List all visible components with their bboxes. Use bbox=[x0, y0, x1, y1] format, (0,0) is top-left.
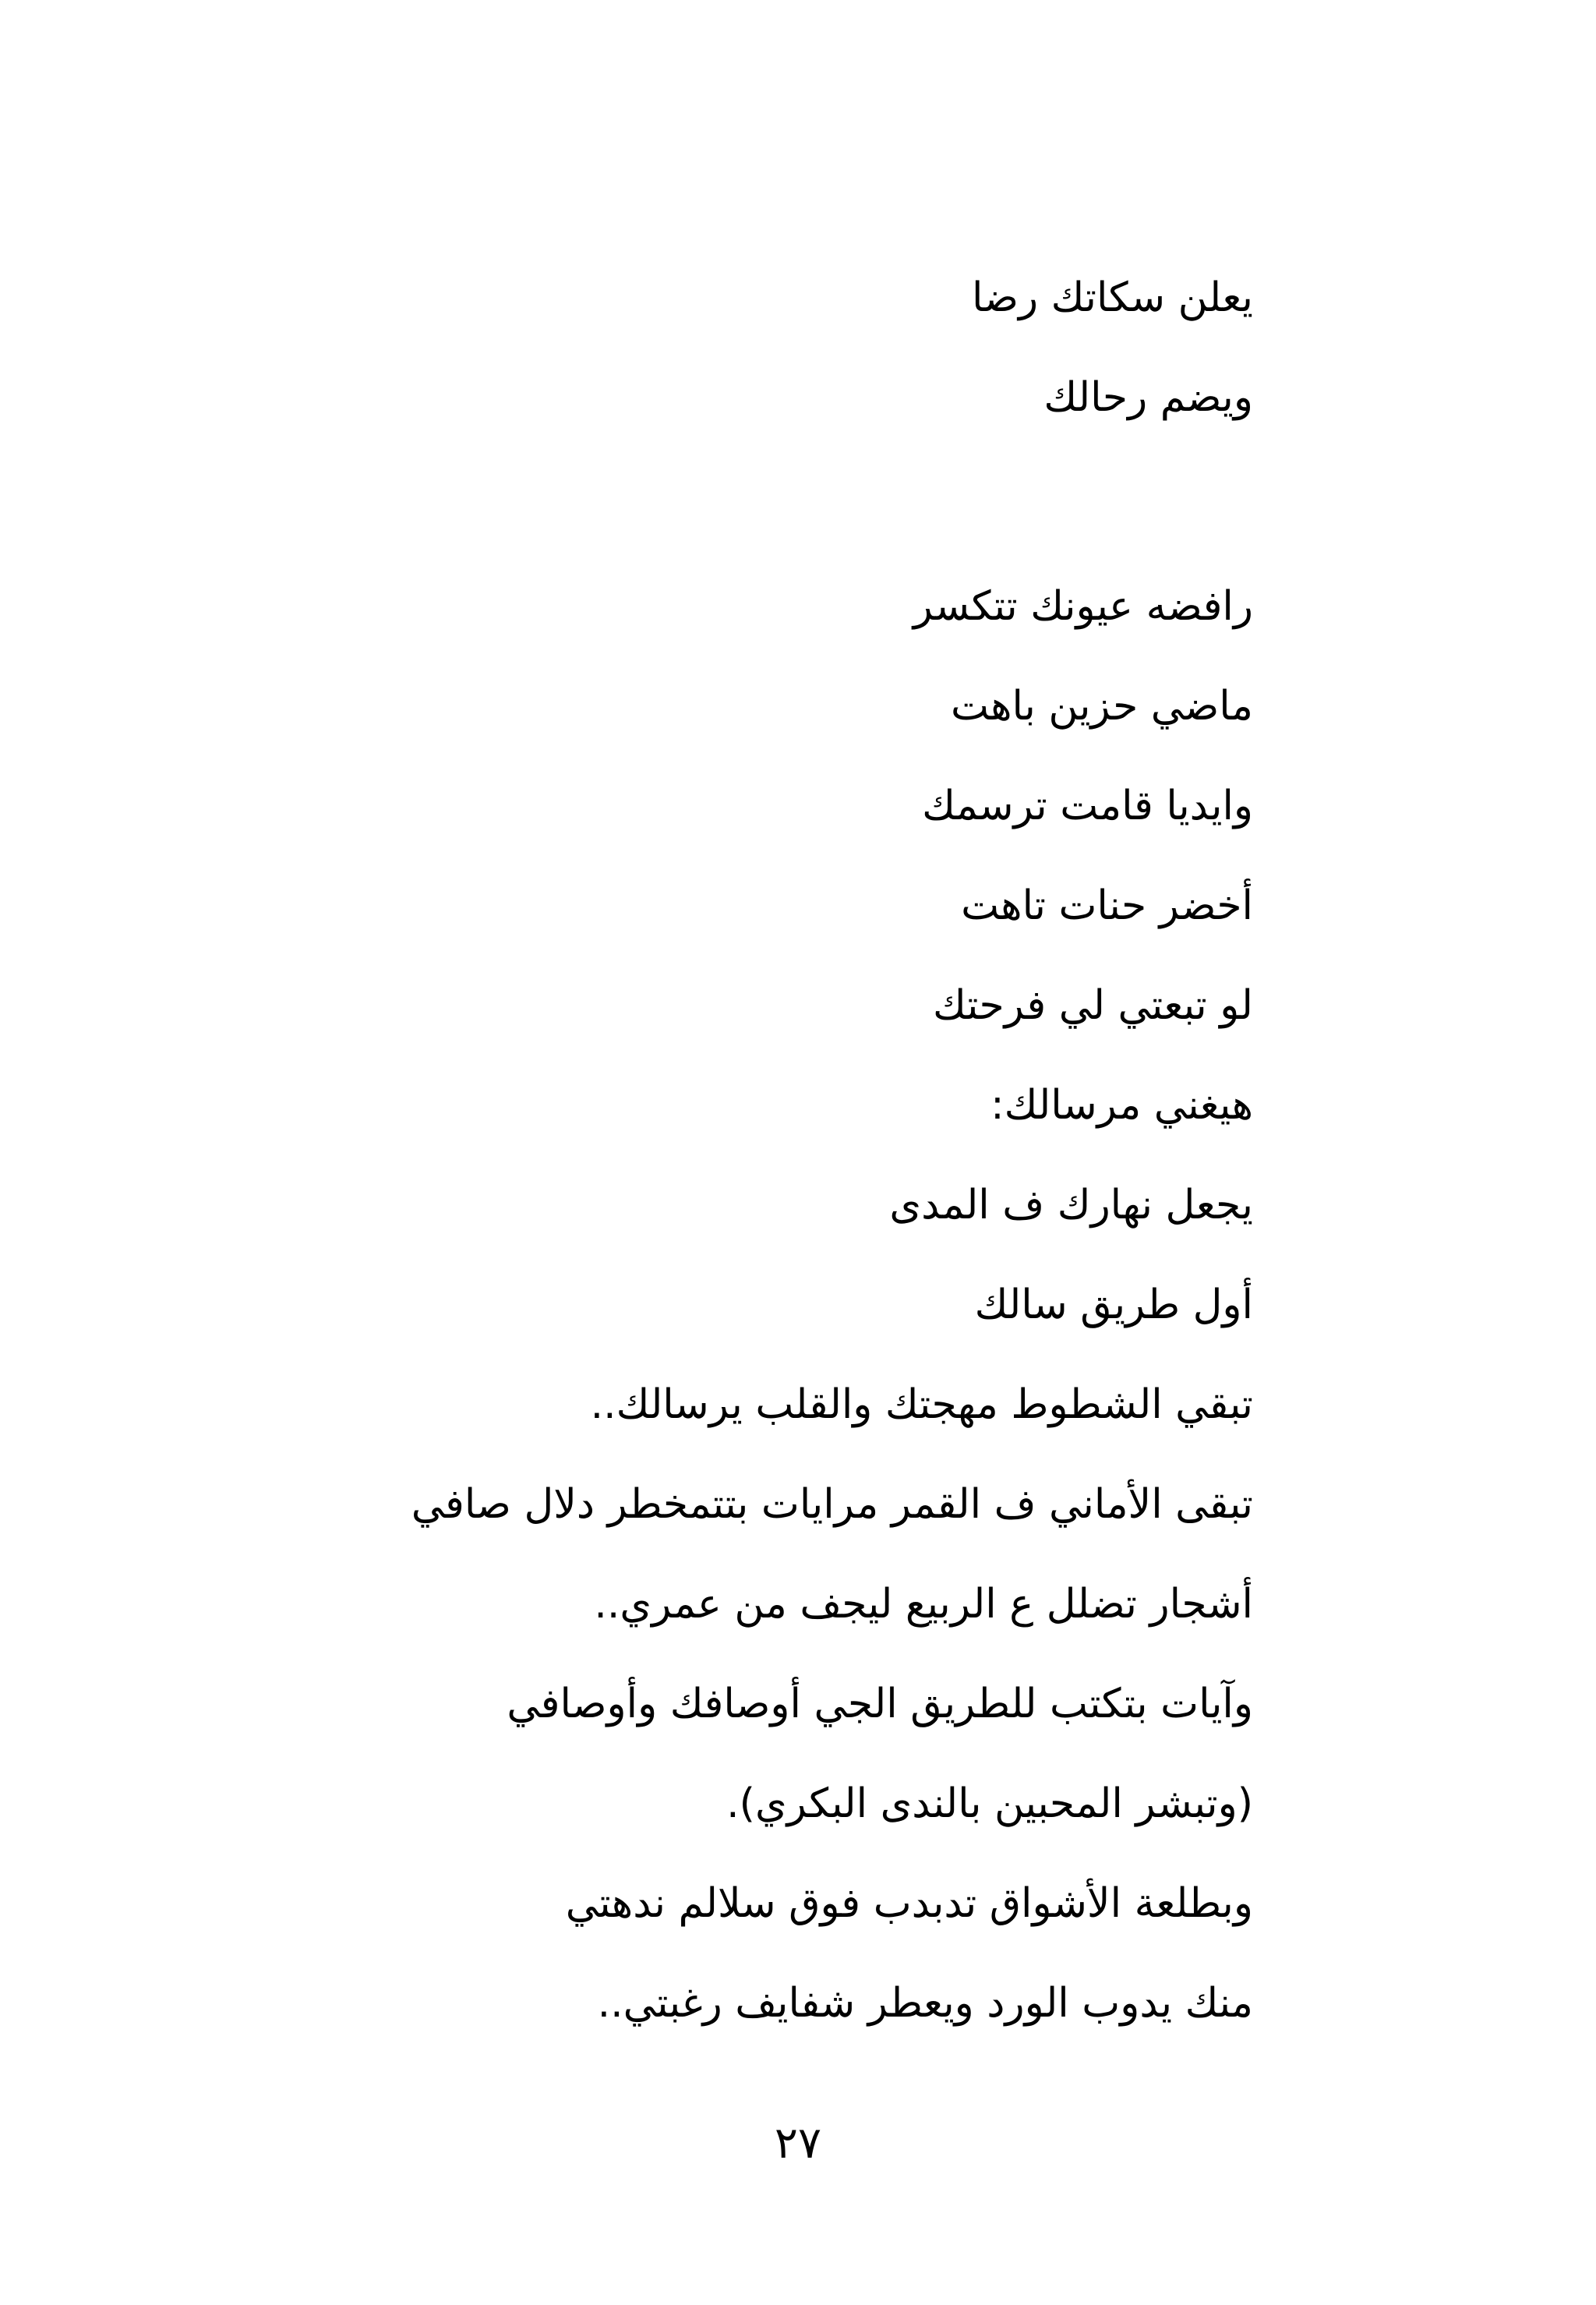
poem-line: ماضي حزين باهت bbox=[951, 683, 1253, 730]
poem-line: وآيات بتكتب للطريق الجي أوصافك وأوصافي bbox=[507, 1681, 1253, 1727]
poem-line: يعلن سكاتك رضا bbox=[972, 274, 1253, 321]
poem-line: هيغني مرسالك: bbox=[990, 1082, 1253, 1129]
poem-line: تبقى الأماني ف القمر مرايات بتتمخطر دلال صافي bbox=[411, 1481, 1253, 1528]
poem-line: لو تبعتي لي فرحتك bbox=[933, 982, 1253, 1029]
poem-line: أشجار تضلل ع الربيع ليجف من عمري.. bbox=[594, 1581, 1253, 1628]
poem-line: وايديا قامت ترسمك bbox=[922, 783, 1253, 829]
poem-line: أخضر حنات تاهت bbox=[961, 882, 1253, 929]
poem-line: يجعل نهارك ف المدى bbox=[889, 1182, 1253, 1229]
poem-body bbox=[84, 248, 1253, 2053]
stanza-divider bbox=[84, 447, 1253, 557]
poem-line: ويضم رحالك bbox=[1043, 374, 1253, 421]
poem-line: وبطلعة الأشواق تدبدب فوق سلالم ندهتي bbox=[565, 1880, 1253, 1927]
poem-line: منك يدوب الورد ويعطر شفايف رغبتي.. bbox=[597, 1980, 1253, 2027]
poem-line: (وتبشر المحبين بالندى البكري). bbox=[726, 1780, 1253, 1827]
stanza-2 bbox=[84, 557, 1253, 2053]
poem-line: أول طريق سالك bbox=[974, 1282, 1253, 1328]
poem-line: تبقي الشطوط مهجتك والقلب يرسالك.. bbox=[590, 1381, 1253, 1428]
poem-line: رافضه عيونك تتكسر bbox=[913, 583, 1253, 630]
stanza-1 bbox=[84, 248, 1253, 447]
page-number: ٢٧ bbox=[774, 2118, 822, 2169]
